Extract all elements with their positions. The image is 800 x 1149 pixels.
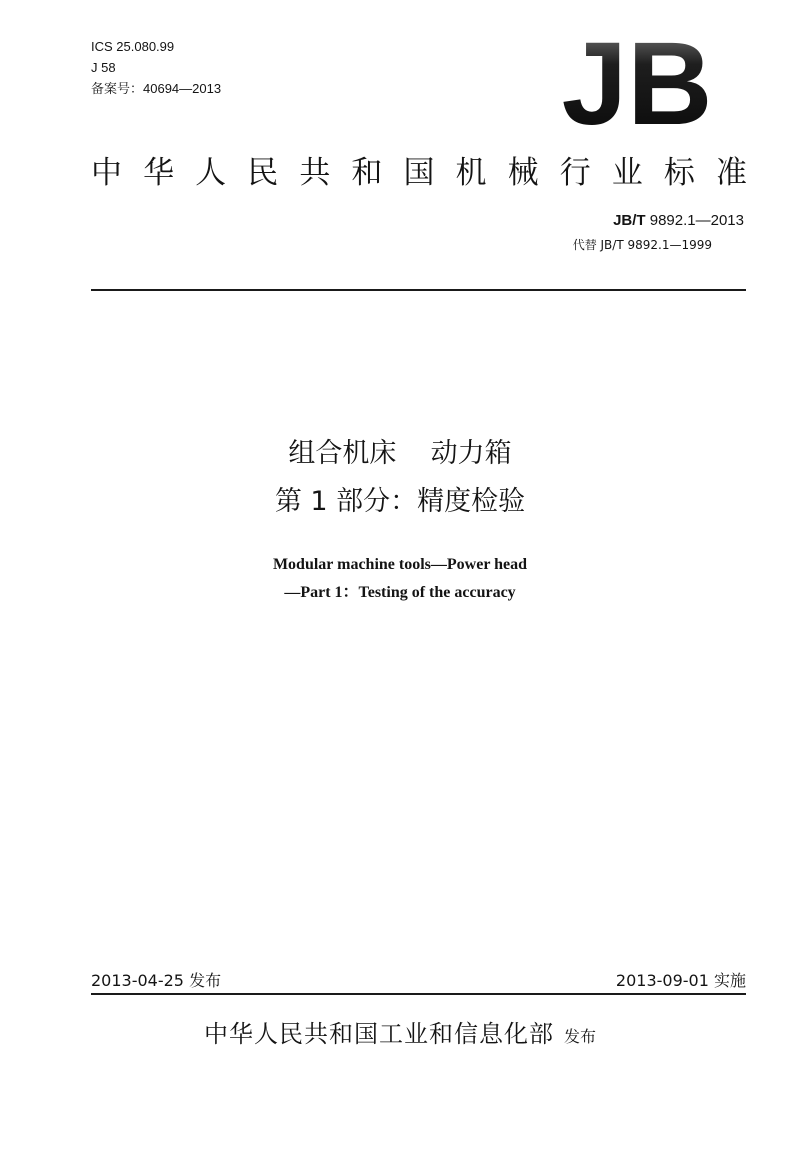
title-char: 共 (299, 155, 331, 191)
ccs-code: J 58 (91, 60, 116, 75)
english-title-line-2: —Part 1：Testing of the accuracy (284, 584, 516, 601)
footer-divider (91, 993, 746, 995)
title-char: 中 (91, 155, 122, 191)
title-char: 业 (611, 155, 643, 191)
publisher (0, 1014, 800, 1049)
replaces-standard: 代替 JB/T 9892.1—1999 (572, 238, 712, 252)
title-char: 行 (559, 155, 591, 191)
publisher-name: 中华人民共和国工业和信息化部 (203, 1020, 554, 1048)
implementation-date: 2013-09-01 实施 (615, 971, 746, 990)
chinese-title-line-1: 组合机床 动力箱 (288, 438, 512, 469)
record-number: 备案号：40694—2013 (91, 81, 222, 96)
standard-category-title (91, 152, 747, 194)
publisher-suffix: 发布 (563, 1027, 596, 1046)
title-char: 准 (715, 155, 747, 191)
ics-code: ICS 25.080.99 (91, 39, 175, 54)
standard-number (613, 212, 744, 229)
chinese-title-line-2: 第 1 部分：精度检验 (274, 486, 526, 517)
standard-code: 9892.1—2013 (645, 212, 744, 229)
title-char: 械 (507, 155, 539, 191)
logo-text: JB (562, 24, 712, 134)
title-char: 和 (351, 155, 383, 191)
title-char: 标 (663, 155, 695, 191)
issue-date: 2013-04-25 发布 (91, 971, 222, 990)
standard-prefix: JB/T (613, 212, 646, 229)
header-divider (91, 289, 746, 291)
title-char: 华 (143, 155, 175, 191)
title-char: 机 (455, 155, 487, 191)
title-char: 人 (195, 155, 227, 191)
jb-logo (562, 24, 712, 134)
english-title-line-1: Modular machine tools—Power head (272, 556, 528, 573)
classification-block (91, 36, 221, 99)
title-char: 民 (247, 155, 279, 191)
title-char: 国 (403, 155, 435, 191)
english-title (0, 551, 800, 607)
chinese-title (0, 430, 800, 526)
